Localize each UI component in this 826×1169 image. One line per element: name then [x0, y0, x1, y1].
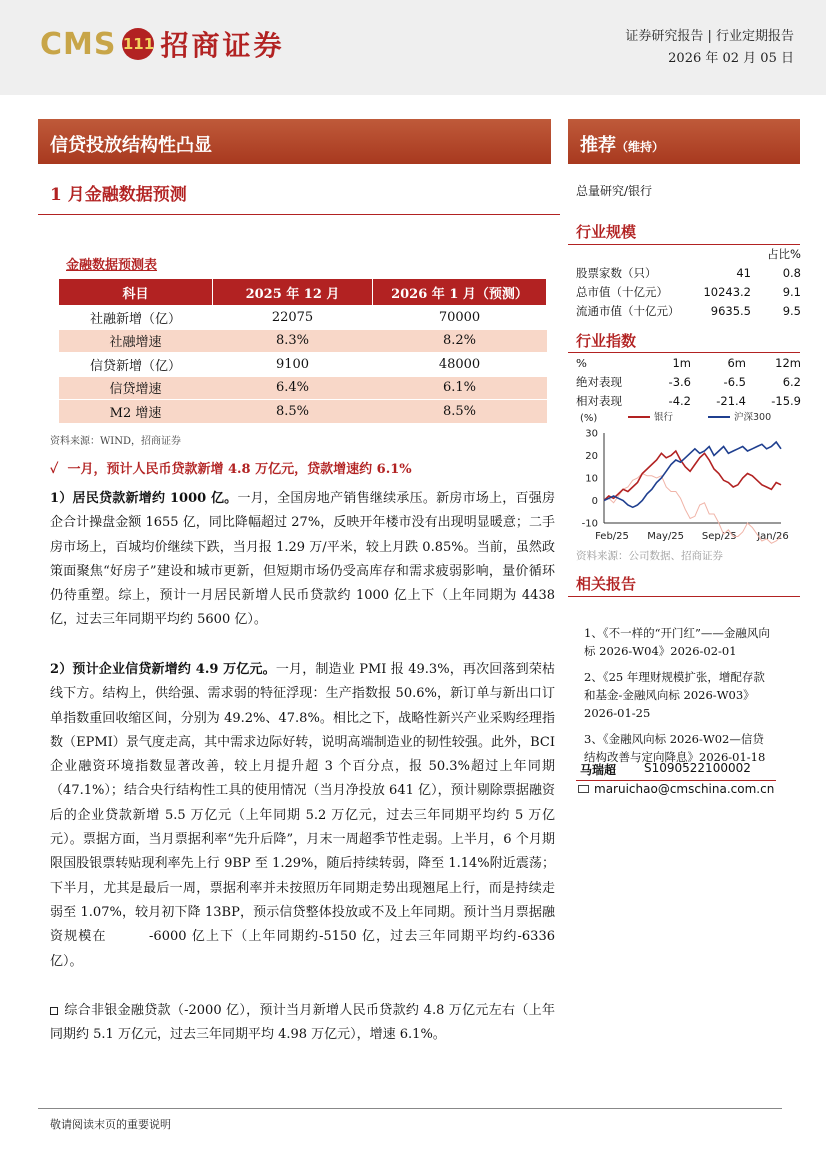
chart-ytick-label: -10 — [581, 518, 598, 530]
index-chart — [576, 405, 801, 547]
footer-divider — [38, 1108, 782, 1109]
logo — [40, 22, 285, 66]
report-date: 2026 年 02 月 05 日 — [668, 51, 794, 66]
table-cell: 70000 — [373, 306, 547, 330]
chart-series-沪深300 — [604, 442, 781, 507]
logo-cn: 招商证券 — [160, 29, 285, 62]
logo-mark-icon: 111 — [122, 28, 154, 60]
analyst — [580, 761, 805, 778]
mail-icon — [578, 785, 589, 793]
table-header: 2026 年 1 月（预测） — [373, 279, 547, 306]
table-cell: 8.5% — [373, 400, 547, 424]
chart-ytick-label: 30 — [585, 428, 598, 440]
related-title: 相关报告 — [576, 575, 637, 593]
table-cell: 信贷新增（亿） — [59, 353, 213, 377]
paragraph-lead: 居民贷款新增约 1000 亿。 — [72, 491, 238, 506]
table-cell: 社融增速 — [59, 329, 213, 353]
rating-bar — [568, 119, 800, 164]
chart-xtick-label: Feb/25 — [595, 531, 629, 542]
paragraph-household — [50, 487, 555, 633]
paragraph-text: 综合非银金融贷款（-2000 亿），预计当月新增人民币贷款约 4.8 万亿元左右（上年同期约 5.1 万亿元，过去三年同期平均 4.98 万亿元），增速 6.1%。 — [50, 1003, 555, 1043]
check-icon: ✓ — [50, 462, 59, 477]
paragraph-text: 一月，制造业 PMI 报 49.3%，再次回落到荣枯线下方。结构上，供给强、需求弱的特征浮现：生产指数报 50.6%，新订单与新出口订单指数重回收缩区间，分别为 49.2%、47.8%。相比之下，战略性新兴产业采购经理指数（EPMI）景气度走高，其中需求边际好转，说明高端制造业的韧性较强。此外，BCI 企业融资环境指数显著改善，较上月提升超 3 个百分点，报 50.3%超过上年同期（47.1%）；结合央行结构性工具的使用情况（当月净投放 641 亿），预计剔除票据融资后的企业贷款新增 5.5 万亿元（上年同期 5.2 万亿元，过去三年同期平均约 5 万亿元）。票据方面，当月票据利率“先升后降”，月末一周超季节性走弱。上半月，6 个月期限国股银票转贴现利率先上行 9BP 至 1.29%，随后持续转弱，降至 1.14%附近震荡；下半月，尤其是最后一周，票据利率并未按照历年同期走势出现翘尾上行，而是持续走弱至 1.07%，较月初下降 13BP，预示信贷整体投放或不及上年同期。预计当月票据融资规模在 -6000 亿上下（上年同期约-5150 亿，过去三年同期平均约-6336 亿）。 — [50, 662, 556, 969]
table-row — [59, 400, 547, 424]
table-cell: 8.5% — [213, 400, 373, 424]
divider — [568, 352, 800, 353]
list-item: 股票家数（只） 41 0.8 — [576, 266, 801, 280]
list-item: 绝对表现 -3.6 -6.5 6.2 — [576, 375, 801, 389]
analyst-name: 马瑞超 — [580, 763, 617, 777]
table-row — [59, 376, 547, 400]
related-report-link[interactable]: 2、《25 年理财规模扩张，增配存款和基金-金融风向标 2026-W03》2026-01-25 — [584, 670, 765, 720]
report-type: 证券研究报告 | 行业定期报告 — [625, 29, 794, 44]
index-title: 行业指数 — [576, 332, 637, 350]
table-row — [59, 306, 547, 330]
forecast-table — [58, 278, 547, 424]
rating: 推荐 — [580, 135, 616, 156]
chart-source: 资料来源：公司数据、招商证券 — [576, 550, 723, 562]
table-cell: 6.4% — [213, 376, 373, 400]
header-meta — [625, 26, 794, 70]
table-cell: 信贷增速 — [59, 376, 213, 400]
analyst-id: S1090522100002 — [644, 761, 751, 775]
paragraph-number: 1） — [50, 491, 73, 506]
chart-legend-label: 沪深300 — [734, 412, 772, 423]
chart-series-银行 — [604, 451, 781, 501]
category: 总量研究/银行 — [576, 184, 653, 198]
chart-xtick-label: Jan/26 — [757, 531, 789, 542]
subtitle: 1 月金融数据预测 — [50, 185, 187, 205]
chart-ytick-label: 0 — [591, 496, 598, 507]
list-item: 相对表现 -4.2 -21.4 -15.9 — [576, 394, 801, 408]
table-cell: 22075 — [213, 306, 373, 330]
divider — [568, 596, 800, 597]
square-bullet-icon — [50, 1007, 58, 1015]
analyst-email-row — [578, 782, 803, 796]
divider — [576, 780, 776, 781]
table-row — [59, 353, 547, 377]
index-table: % 1m 6m 12m 绝对表现 -3.6 -6.5 6.2 相对表现 -4.2 -21.4 -15.9 — [576, 354, 801, 411]
table-header: 2025 年 12 月 — [213, 279, 373, 306]
list-item: 总市值（十亿元） 10243.2 9.1 — [576, 285, 801, 299]
divider — [38, 214, 560, 215]
analyst-email[interactable]: maruichao@cmschina.com.cn — [594, 782, 775, 796]
related-report-link[interactable]: 3、《金融风向标 2026-W02—信贷结构改善与定向降息》2026-01-18 — [584, 732, 766, 764]
paragraph-number: 2） — [50, 662, 73, 677]
paragraph-lead: 预计企业信贷新增约 4.9 万亿元。 — [72, 662, 276, 677]
table-header-row — [59, 279, 547, 306]
related-report-link[interactable]: 1、《不一样的“开门红”——金融风向标 2026-W04》2026-02-01 — [584, 626, 770, 658]
table-cell: 8.3% — [213, 329, 373, 353]
paragraph-summary — [50, 999, 555, 1048]
table-cell: 社融新增（亿） — [59, 306, 213, 330]
table-cell: 8.2% — [373, 329, 547, 353]
chart-xtick-label: Sep/25 — [701, 531, 737, 542]
page-title: 信贷投放结构性凸显 — [38, 119, 551, 164]
table-title: 金融数据预测表 — [66, 258, 158, 273]
table-cell: M2 增速 — [59, 400, 213, 424]
scale-title: 行业规模 — [576, 223, 637, 241]
chart-ytick-label: 10 — [585, 473, 598, 485]
chart-legend-label: 银行 — [654, 412, 674, 423]
scale-table — [576, 245, 801, 321]
chart-ylabel: (%) — [580, 413, 598, 424]
table-cell: 6.1% — [373, 376, 547, 400]
table-row — [59, 329, 547, 353]
rating-sub: （维持） — [616, 140, 665, 154]
list-item: 流通市值（十亿元） 9635.5 9.5 — [576, 304, 801, 318]
chart-series-excess — [604, 474, 781, 544]
chart-ytick-label: 20 — [585, 451, 598, 462]
table-source: 资料来源：WIND，招商证券 — [50, 436, 181, 447]
table-header: 科目 — [59, 279, 213, 306]
logo-cms: CMS — [40, 26, 117, 62]
paragraph-corporate — [50, 658, 555, 974]
table-cell: 48000 — [373, 353, 547, 377]
table-cell: 9100 — [213, 353, 373, 377]
highlight-text: 一月，预计人民币贷款新增 4.8 万亿元，贷款增速约 6.1% — [67, 462, 412, 477]
chart-xtick-label: May/25 — [647, 531, 685, 542]
highlight-line — [50, 458, 412, 477]
related-list — [584, 624, 774, 774]
paragraph-text: 一月，全国房地产销售继续承压。新房市场上，百强房企合计操盘金额 1655 亿，同比降幅超过 27%，反映开年楼市没有出现明显暖意；二手房市场上，百城均价继续下跌，当月报 1.29 万/平米，较上月跌 0.85%。当前，虽然政策面聚焦“好房子”建设和城市更新，但短期市场仍受高库存和需求疲弱影响，量价循环仍待重塑。综上，预计一月居民新增人民币贷款约 1000 亿上下（上年同期为 4438 亿，过去三年同期平均约 5600 亿）。 — [50, 491, 555, 628]
scale-col-header: 占比% — [767, 247, 801, 261]
footer-note: 敬请阅读末页的重要说明 — [50, 1118, 171, 1131]
